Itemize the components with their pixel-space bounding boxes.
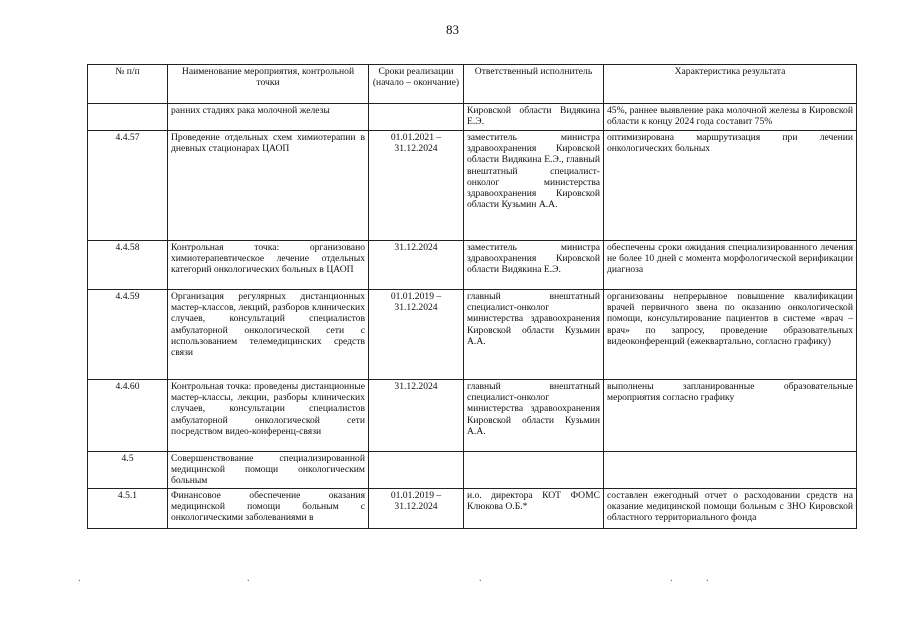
row-dates bbox=[369, 452, 464, 489]
row-name: Проведение отдельных схем химиотерапии в дневных стационарах ЦАОП bbox=[168, 131, 369, 241]
table-row bbox=[88, 290, 857, 380]
header-num: № п/п bbox=[88, 65, 168, 104]
row-result: организованы непрерывное повышение квалификации врачей первичного звена по оказанию онкологической помощи, консультирование пациентов в системе «врач – врач» по запросу, проведение образовательных видеоконференций (ежеквартально, согласно графику) bbox=[604, 290, 857, 380]
row-dates bbox=[369, 104, 464, 131]
table-row bbox=[88, 452, 857, 489]
row-executor: главный внештатный специалист-онколог министерства здравоохранения Кировской области Кузьмин А.А. bbox=[464, 380, 604, 452]
row-num: 4.4.57 bbox=[88, 131, 168, 241]
row-name: ранних стадиях рака молочной железы bbox=[168, 104, 369, 131]
header-result: Характеристика результата bbox=[604, 65, 857, 104]
header-dates: Сроки реализации (начало – окончание) bbox=[369, 65, 464, 104]
table-row bbox=[88, 104, 857, 131]
row-name: Финансовое обеспечение оказания медицинской помощи больным с онкологическими заболеваниями в bbox=[168, 489, 369, 529]
row-name: Организация регулярных дистанционных мастер-классов, лекций, разборов клинических случаев, консультаций специалистов амбулаторной онкологической сети с использованием телемедицинских средств связи bbox=[168, 290, 369, 380]
row-result: оптимизирована маршрутизация при лечении онкологических больных bbox=[604, 131, 857, 241]
row-num bbox=[88, 104, 168, 131]
row-name: Контрольная точка: проведены дистанционные мастер-классы, лекции, разборы клинических случаев, консультации специалистов амбулаторной онкологической сети посредством видео-конференц-связи bbox=[168, 380, 369, 452]
row-num: 4.5 bbox=[88, 452, 168, 489]
table-row bbox=[88, 489, 857, 529]
row-num: 4.4.59 bbox=[88, 290, 168, 380]
row-executor: заместитель министра здравоохранения Кировской области Видякина Е.Э. bbox=[464, 241, 604, 290]
row-num: 4.4.60 bbox=[88, 380, 168, 452]
row-name: Совершенствование специализированной медицинской помощи онкологическим больным bbox=[168, 452, 369, 489]
row-dates: 01.01.2021 – 31.12.2024 bbox=[369, 131, 464, 241]
table-row bbox=[88, 380, 857, 452]
row-dates: 01.01.2019 – 31.12.2024 bbox=[369, 489, 464, 529]
row-dates: 31.12.2024 bbox=[369, 380, 464, 452]
row-result: 45%, раннее выявление рака молочной железы в Кировской области к концу 2024 года составит 75% bbox=[604, 104, 857, 131]
plan-table bbox=[87, 64, 857, 529]
table-row bbox=[88, 241, 857, 290]
row-num: 4.5.1 bbox=[88, 489, 168, 529]
row-num: 4.4.58 bbox=[88, 241, 168, 290]
row-executor: и.о. директора КОТ ФОМС Клюкова О.Б.* bbox=[464, 489, 604, 529]
row-executor: главный внештатный специалист-онколог министерства здравоохранения Кировской области Кузьмин А.А. bbox=[464, 290, 604, 380]
row-executor bbox=[464, 452, 604, 489]
row-result: выполнены запланированные образовательные мероприятия согласно графику bbox=[604, 380, 857, 452]
row-result: обеспечены сроки ожидания специализированного лечения не более 10 дней с момента морфологической верификации диагноза bbox=[604, 241, 857, 290]
row-dates: 01.01.2019 – 31.12.2024 bbox=[369, 290, 464, 380]
table-row bbox=[88, 131, 857, 241]
row-name: Контрольная точка: организовано химиотерапевтическое лечение отдельных категорий онкологических больных в ЦАОП bbox=[168, 241, 369, 290]
row-result bbox=[604, 452, 857, 489]
row-executor: Кировской области Видякина Е.Э. bbox=[464, 104, 604, 131]
header-name: Наименование мероприятия, контрольной точки bbox=[168, 65, 369, 104]
row-dates: 31.12.2024 bbox=[369, 241, 464, 290]
table-body bbox=[88, 104, 857, 529]
row-result: составлен ежегодный отчет о расходовании средств на оказание медицинской помощи больным с ЗНО Кировской областного территориального фонда bbox=[604, 489, 857, 529]
row-executor: заместитель министра здравоохранения Кировской области Видякина Е.Э., главный внештатный специалист-онколог министерства здравоохранения Кировской области Кузьмин А.А. bbox=[464, 131, 604, 241]
page-number: 83 bbox=[446, 22, 459, 37]
header-executor: Ответственный исполнитель bbox=[464, 65, 604, 104]
table-header-row bbox=[88, 65, 857, 104]
